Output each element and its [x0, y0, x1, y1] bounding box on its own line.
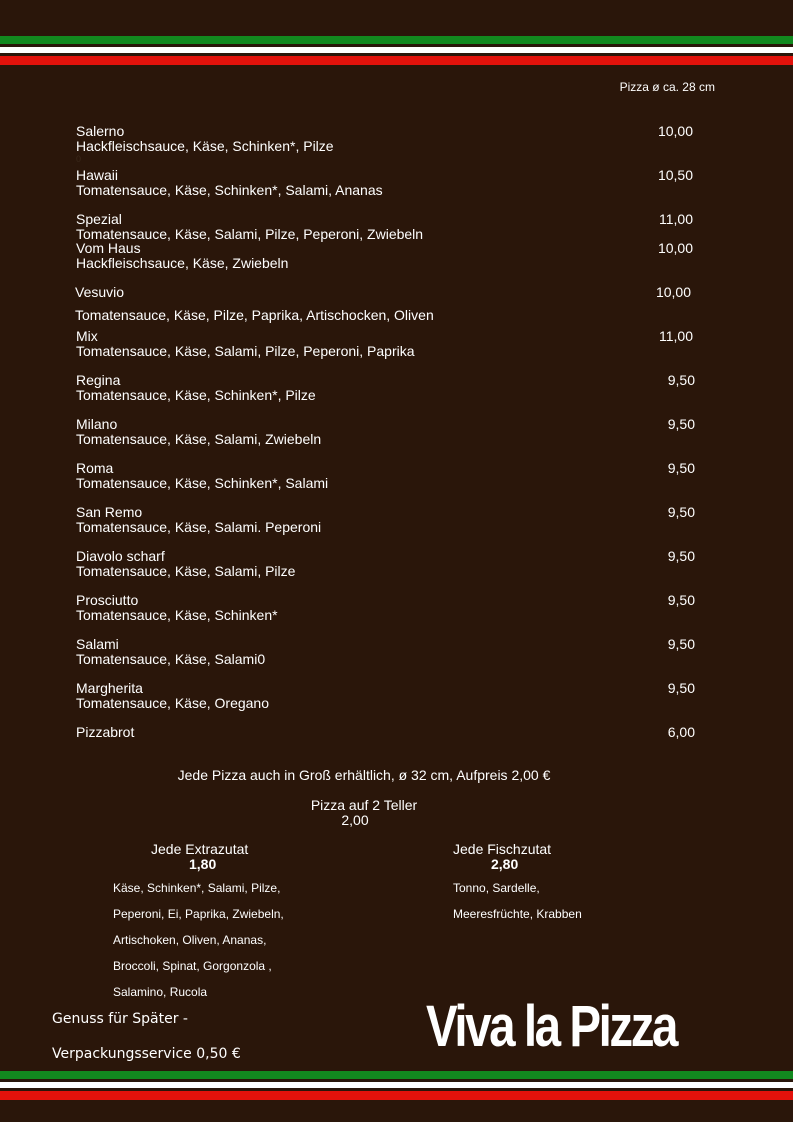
- item-description: Tomatensauce, Käse, Salami, Pilze, Peperoni, Zwiebeln: [76, 226, 424, 242]
- item-price: 10,50: [657, 167, 693, 183]
- item-name: San Remo: [76, 504, 143, 520]
- fish-topping-line: Tonno, Sardelle,: [453, 881, 540, 895]
- item-price: 9,50: [667, 680, 695, 696]
- extra-topping-line: Salamino, Rucola: [113, 985, 208, 999]
- item-name: Vom Haus: [76, 240, 141, 256]
- item-description: Tomatensauce, Käse, Salami, Zwiebeln: [76, 431, 322, 447]
- menu-item: [76, 637, 706, 667]
- extra-topping-line: Artischoken, Oliven, Ananas,: [113, 933, 267, 947]
- item-description: Tomatensauce, Käse, Schinken*, Pilze: [76, 387, 316, 403]
- item-name: Mix: [76, 328, 98, 344]
- menu-item: [76, 124, 706, 154]
- two-plates-price: 2,00: [341, 812, 369, 828]
- extra-topping-line: Peperoni, Ei, Paprika, Zwiebeln,: [113, 907, 284, 921]
- item-name: Prosciutto: [76, 592, 139, 608]
- item-description: Tomatensauce, Käse, Salami, Pilze, Peperoni, Paprika: [76, 343, 415, 359]
- item-description: Tomatensauce, Käse, Salami. Peperoni: [76, 519, 322, 535]
- item-description: Tomatensauce, Käse, Pilze, Paprika, Artischocken, Oliven: [75, 307, 434, 323]
- viva-la-pizza-logo: Viva la Pizza: [426, 994, 677, 1059]
- item-price: 9,50: [667, 504, 695, 520]
- menu-item: [76, 373, 706, 403]
- item-name: Salerno: [76, 123, 125, 139]
- item-price: 6,00: [667, 724, 695, 740]
- item-name: Spezial: [76, 211, 122, 227]
- item-name: Vesuvio: [75, 284, 125, 300]
- menu-item: [76, 549, 706, 579]
- menu-item: [76, 725, 706, 740]
- extra-topping-list: [113, 875, 284, 1005]
- item-name: Hawaii: [76, 167, 119, 183]
- menu-item: [76, 461, 706, 491]
- extra-topping-header: [151, 842, 291, 872]
- stray-mark: 0: [76, 154, 82, 164]
- menu-item: [76, 168, 706, 198]
- item-description: Tomatensauce, Käse, Oregano: [76, 695, 270, 711]
- menu-item: [76, 212, 706, 242]
- fish-topping-price: 2,80: [491, 856, 519, 872]
- extra-topping-price: 1,80: [189, 856, 217, 872]
- item-price: 9,50: [667, 460, 695, 476]
- item-description: Tomatensauce, Käse, Schinken*, Salami: [76, 475, 329, 491]
- item-description: Tomatensauce, Käse, Schinken*: [76, 607, 278, 623]
- item-price: 10,00: [657, 123, 693, 139]
- item-name: Milano: [76, 416, 118, 432]
- menu-item: [76, 417, 706, 447]
- two-plates-label: Pizza auf 2 Teller: [310, 797, 418, 813]
- italian-flag-stripe-bottom: [0, 1071, 793, 1100]
- item-price: 9,50: [667, 372, 695, 388]
- menu-item: [76, 505, 706, 535]
- italian-flag-stripe-top: [0, 36, 793, 65]
- footer-takeaway-line1: Genuss für Später -: [52, 1011, 188, 1027]
- item-name: Salami: [76, 636, 119, 652]
- menu-item: [76, 681, 706, 711]
- pizza-size-note: Pizza ø ca. 28 cm: [619, 80, 715, 94]
- item-price: 9,50: [667, 636, 695, 652]
- item-name: Margherita: [76, 680, 143, 696]
- item-name: Regina: [76, 372, 121, 388]
- item-price: 10,00: [655, 284, 691, 300]
- item-name: Pizzabrot: [76, 724, 135, 740]
- item-description: Hackfleischsauce, Käse, Zwiebeln: [76, 255, 289, 271]
- item-price: 9,50: [667, 416, 695, 432]
- item-price: 10,00: [657, 240, 693, 256]
- menu-item: [76, 593, 706, 623]
- extra-topping-line: Käse, Schinken*, Salami, Pilze,: [113, 881, 281, 895]
- item-description: Tomatensauce, Käse, Schinken*, Salami, Ananas: [76, 182, 383, 198]
- item-description: Hackfleischsauce, Käse, Schinken*, Pilze: [76, 138, 334, 154]
- item-description: Tomatensauce, Käse, Salami0: [76, 651, 266, 667]
- item-description: Tomatensauce, Käse, Salami, Pilze: [76, 563, 296, 579]
- large-size-note: Jede Pizza auch in Groß erhältlich, ø 32 cm, Aufpreis 2,00 €: [177, 767, 551, 783]
- item-name: Diavolo scharf: [76, 548, 165, 564]
- item-price: 9,50: [667, 548, 695, 564]
- fish-topping-header: [453, 842, 593, 872]
- extra-topping-title: Jede Extrazutat: [151, 841, 249, 857]
- footer-packaging-service: Verpackungsservice 0,50 €: [52, 1046, 241, 1062]
- fish-topping-title: Jede Fischzutat: [453, 841, 552, 857]
- menu-item: [76, 329, 706, 359]
- fish-topping-list: [453, 875, 582, 927]
- item-price: 9,50: [667, 592, 695, 608]
- menu-item: [76, 241, 706, 271]
- item-name: Roma: [76, 460, 114, 476]
- item-price: 11,00: [659, 211, 693, 227]
- item-price: 11,00: [659, 328, 693, 344]
- fish-topping-line: Meeresfrüchte, Krabben: [453, 907, 582, 921]
- menu-item: [75, 285, 705, 323]
- extra-topping-line: Broccoli, Spinat, Gorgonzola ,: [113, 959, 272, 973]
